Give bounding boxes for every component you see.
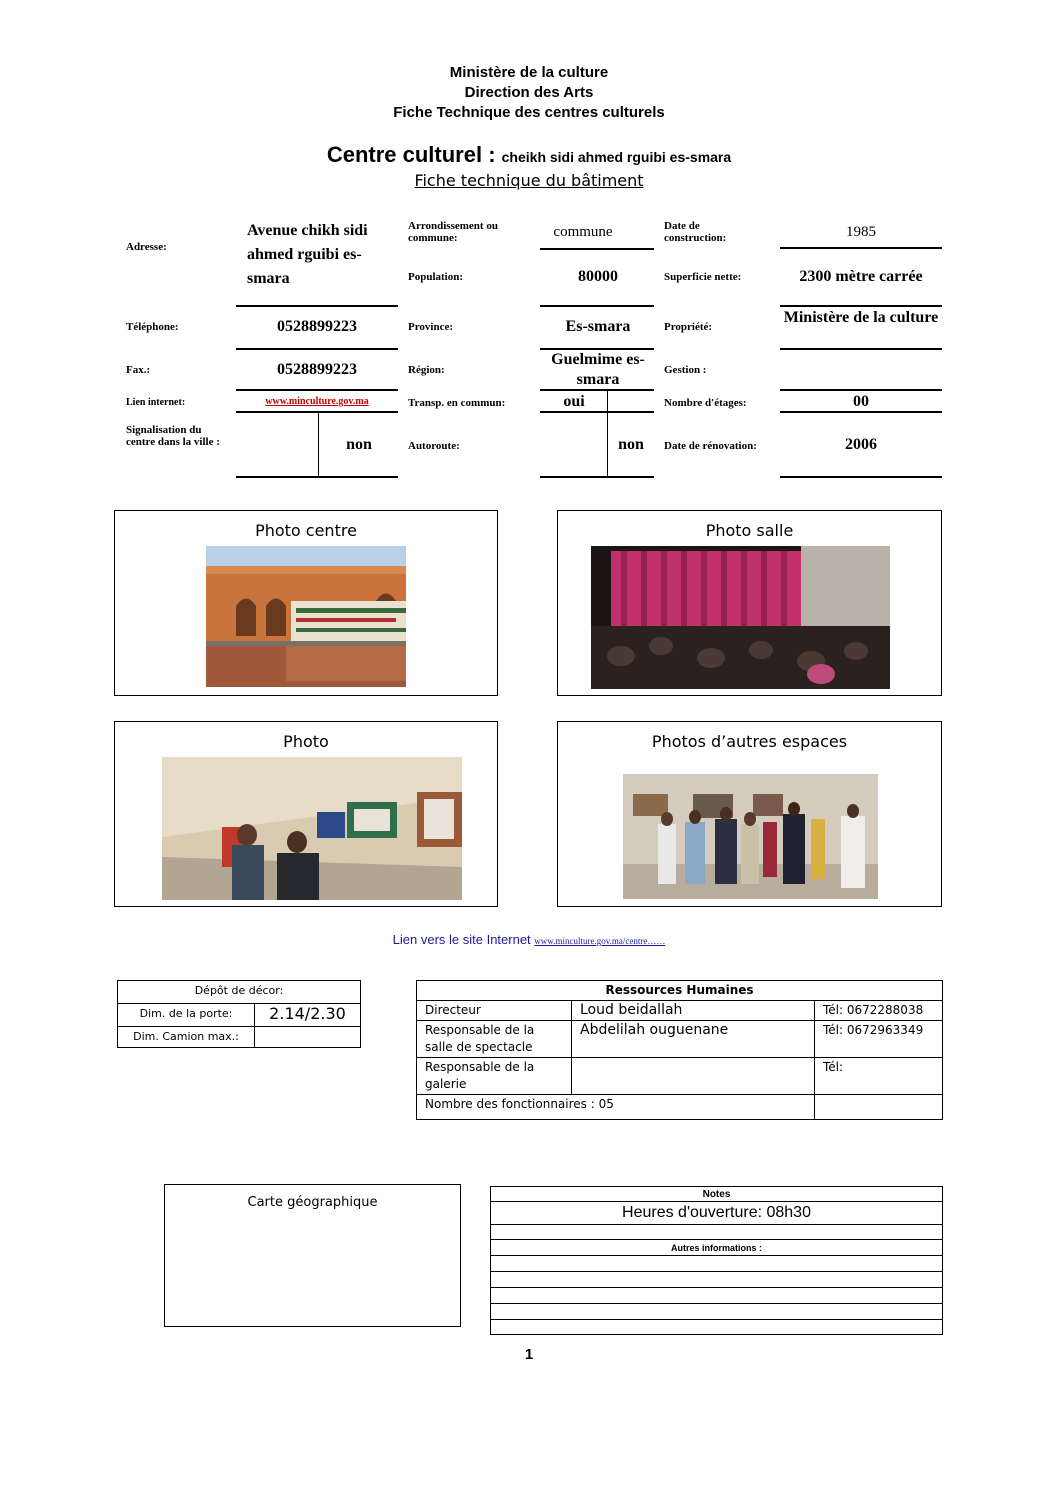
telephone-label: Téléphone:: [126, 321, 179, 333]
centre-title: [0, 142, 1058, 168]
porte-value: 2.14/2.30: [255, 1004, 361, 1027]
propriete-value: Ministère de la culture: [783, 309, 939, 326]
camion-value: [255, 1027, 361, 1048]
gestion-label: Gestion :: [664, 364, 707, 376]
rh-title: Ressources Humaines: [417, 981, 943, 1001]
photo-centre-image: [206, 546, 406, 687]
notes-blank-row: [491, 1225, 943, 1240]
rh-name: Abdelilah ouguenane: [572, 1021, 815, 1058]
page-number: 1: [524, 1346, 534, 1363]
notes-heures: Heures d'ouverture: 08h30: [491, 1202, 943, 1225]
adresse-value: Avenue chikh sidi ahmed rguibi es-smara: [247, 222, 368, 287]
adresse-label: Adresse:: [126, 241, 167, 253]
photo-salle-caption: Photo salle: [705, 521, 794, 540]
notes-blank-row: [491, 1256, 943, 1272]
camion-label: Dim. Camion max.:: [118, 1027, 255, 1048]
site-link-label: Lien vers le site Internet: [392, 932, 535, 947]
notes-blank-row: [491, 1272, 943, 1288]
map-title: Carte géographique: [247, 1195, 378, 1210]
superficie-value: 2300 mètre carrée: [799, 268, 923, 285]
centre-title-main: Centre culturel :: [326, 142, 502, 167]
population-value: 80000: [578, 268, 618, 285]
site-link-url[interactable]: www.minculture.gov.ma/centre……: [534, 936, 666, 946]
notes-blank-row: [491, 1304, 943, 1320]
notes-table: [490, 1186, 943, 1335]
rh-tel: Tél:: [815, 1058, 943, 1095]
transp-value: oui: [563, 393, 585, 410]
province-value: Es-smara: [565, 318, 631, 335]
photo-box: [114, 721, 498, 907]
lien-label: Lien internet:: [126, 397, 186, 408]
date-construction-label: Date de construction:: [664, 220, 727, 244]
rh-table: [416, 980, 943, 1120]
rh-fonctionnaires: Nombre des fonctionnaires : 05: [417, 1095, 815, 1120]
fax-value: 0528899223: [277, 361, 357, 378]
notes-blank-row: [491, 1288, 943, 1304]
depot-table: [117, 980, 361, 1048]
centre-title-name: cheikh sidi ahmed rguibi es-smara: [501, 149, 732, 165]
arrondissement-label: Arrondissement ou commune:: [408, 220, 498, 244]
region-value: Guelmime es-smara: [551, 351, 645, 388]
rh-tel: Tél: 0672963349: [815, 1021, 943, 1058]
province-label: Province:: [408, 321, 454, 333]
photo-caption: Photo: [283, 732, 329, 751]
rh-role: Responsable de la salle de spectacle: [417, 1021, 572, 1058]
etages-label: Nombre d'étages:: [664, 397, 747, 409]
rh-role: Directeur: [417, 1001, 572, 1021]
fax-label: Fax.:: [126, 364, 151, 376]
signal-value: non: [346, 436, 372, 453]
photo-centre-box: [114, 510, 498, 696]
map-box: [164, 1184, 461, 1327]
superficie-label: Superficie nette:: [664, 271, 742, 283]
photo-salle-image: [591, 546, 890, 689]
direction-title: Direction des Arts: [464, 84, 594, 101]
rh-empty-cell: [815, 1095, 943, 1120]
lien-value[interactable]: www.minculture.gov.ma: [265, 396, 369, 407]
site-link-line: [0, 931, 1058, 949]
porte-label: Dim. de la porte:: [118, 1004, 255, 1027]
notes-title: Notes: [491, 1187, 943, 1202]
region-label: Région:: [408, 364, 445, 376]
fiche-subtitle: Fiche technique du bâtiment: [414, 171, 644, 190]
signal-label: Signalisation du centre dans la ville :: [126, 424, 220, 448]
notes-autres: Autres informations :: [491, 1240, 943, 1256]
photo-autres-image: [623, 774, 878, 899]
renovation-label: Date de rénovation:: [664, 440, 757, 452]
arrondissement-value: commune: [553, 224, 613, 240]
population-label: Population:: [408, 271, 464, 283]
notes-blank-row: [491, 1320, 943, 1335]
propriete-label: Propriété:: [664, 321, 713, 333]
rh-name: Loud beidallah: [572, 1001, 815, 1021]
rh-role: Responsable de la galerie: [417, 1058, 572, 1095]
transp-label: Transp. en commun:: [408, 397, 506, 409]
rh-name: [572, 1058, 815, 1095]
etages-value: 00: [853, 393, 869, 410]
renovation-value: 2006: [845, 436, 877, 453]
photo-autres-caption: Photos d’autres espaces: [651, 732, 848, 751]
photo-salle-box: [557, 510, 942, 696]
rh-tel: Tél: 0672288038: [815, 1001, 943, 1021]
photo-image: [162, 757, 462, 900]
fiche-title: Fiche Technique des centres culturels: [393, 104, 665, 121]
telephone-value: 0528899223: [277, 318, 357, 335]
autoroute-label: Autoroute:: [408, 440, 460, 452]
photo-autres-box: [557, 721, 942, 907]
photo-centre-caption: Photo centre: [255, 521, 357, 540]
autoroute-value: non: [618, 436, 644, 453]
date-construction-value: 1985: [846, 224, 876, 240]
ministry-title: Ministère de la culture: [449, 64, 609, 81]
depot-title: Dépôt de décor:: [118, 981, 361, 1004]
